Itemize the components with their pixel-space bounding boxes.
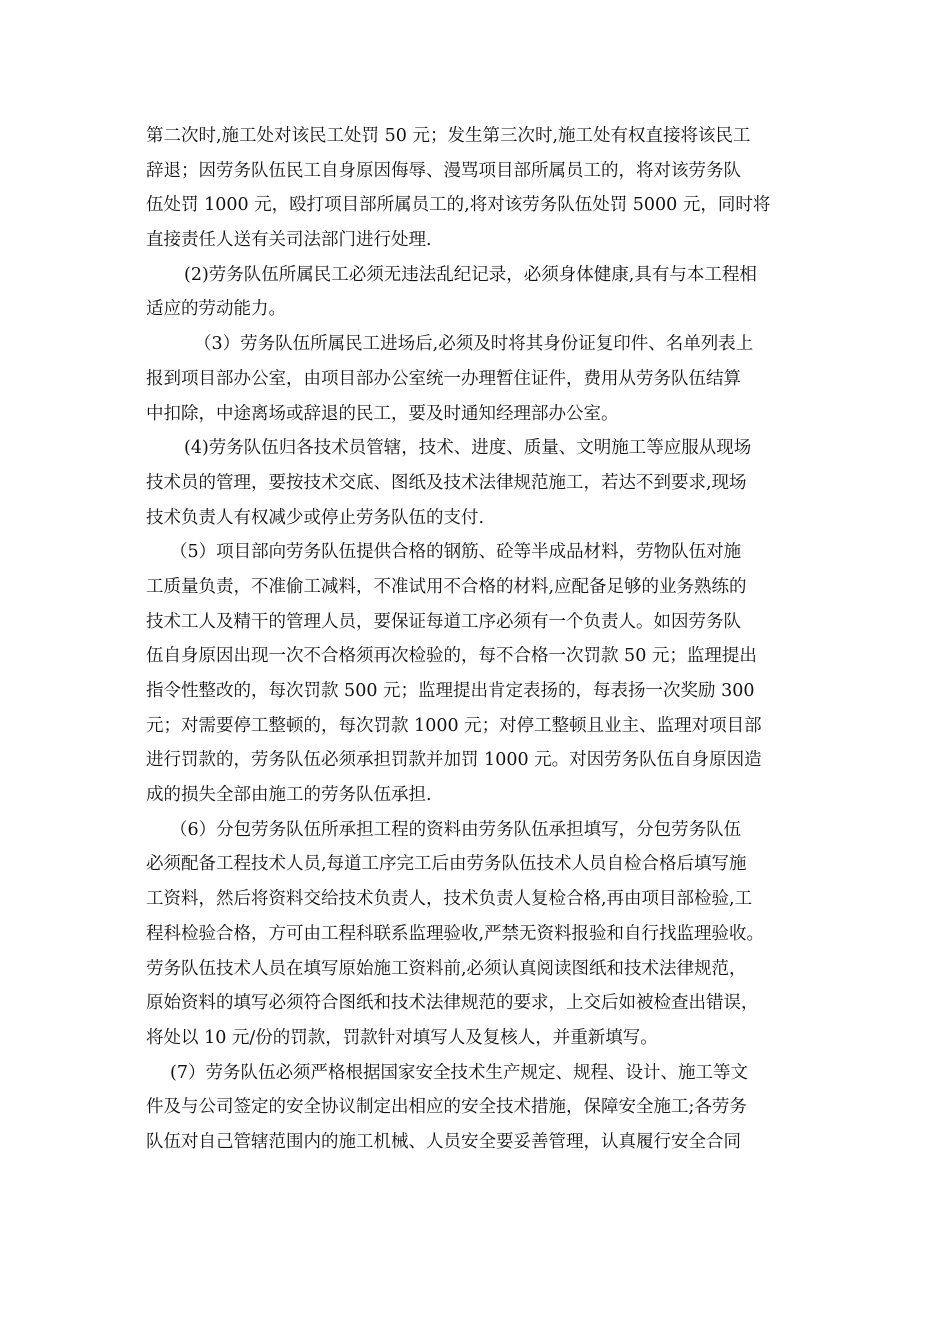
text-line: 伍自身原因出现一次不合格须再次检验的，每不合格一次罚款 50 元；监理提出 [146,646,757,667]
text-line: 原始资料的填写必须符合图纸和技术法律规范的要求，上交后如被检查出错误， [146,993,759,1014]
paragraph-2-first-line: (2)劳务队伍所属民工必须无违法乱纪记录，必须身体健康,具有与本工程相 [184,264,757,285]
text-line: 工质量负责，不准偷工减料，不准试用不合格的材料,应配备足够的业务熟练的 [146,576,747,597]
text-line: 第二次时,施工处对该民工处罚 50 元；发生第三次时,施工处有权直接将该民工 [146,126,751,146]
text-line: 技术工人及精干的管理人员，要保证每道工序必须有一个负责人。如因劳务队 [146,611,741,632]
text-line: 劳务队伍技术人员在填写原始施工资料前,必须认真阅读图纸和技术法律规范， [146,958,747,979]
text-line: 中扣除，中途离场或辞退的民工，要及时通知经理部办公室。 [146,403,619,424]
text-line: 件及与公司签定的安全协议制定出相应的安全技术措施，保障安全施工;各劳务 [146,1097,747,1118]
text-line: 辞退；因劳务队伍民工自身原因侮辱、漫骂项目部所属员工的，将对该劳务队 [146,160,741,181]
text-line: 程科检验合格，方可由工程科联系监理验收,严禁无资料报验和自行找监理验收。 [146,923,765,944]
text-line: 进行罚款的，劳务队伍必须承担罚款并加罚 1000 元。对因劳务队伍自身原因造 [146,750,762,771]
paragraph-4-first-line: (4)劳务队伍归各技术员管辖，技术、进度、质量、文明施工等应服从现场 [184,438,752,459]
text-line: 成的损失全部由施工的劳务队伍承担. [146,785,432,806]
text-line: 必须配备工程技术人员,每道工序完工后由劳务队伍技术人员自检合格后填写施 [146,854,747,875]
text-line: 伍处罚 1000 元，殴打项目部所属员工的,将对该劳务队伍处罚 5000 元，同时将 [146,195,771,216]
paragraph-5-first-line: （5）项目部向劳务队伍提供合格的钢筋、砼等半成品材料，劳物队伍对施 [170,542,742,563]
paragraph-7-first-line: (7）劳务队伍必须严格根据国家安全技术生产规定、规程、设计、施工等文 [170,1062,748,1083]
text-line: 直接责任人送有关司法部门进行处理. [146,230,432,251]
text-line: 工资料，然后将资料交给技术负责人，技术负责人复检合格,再由项目部检验,工 [146,889,753,910]
text-line: 将处以 10 元/份的罚款，罚款针对填写人及复核人，并重新填写。 [146,1027,658,1048]
text-line: 适应的劳动能力。 [146,299,286,320]
text-line: 技术负责人有权减少或停止劳务队伍的支付. [146,507,485,528]
paragraph-3-first-line: （3）劳务队伍所属民工进场后,必须及时将其身份证复印件、名单列表上 [194,334,754,355]
document-body [146,119,806,1160]
paragraph-6-first-line: （6）分包劳务队伍所承担工程的资料由劳务队伍承担填写，分包劳务队伍 [170,819,742,840]
text-line: 技术员的管理，要按技术交底、图纸及技术法律规范施工，若达不到要求,现场 [146,472,747,493]
text-line: 报到项目部办公室，由项目部办公室统一办理暂住证件，费用从劳务队伍结算 [146,368,741,389]
text-line: 指令性整改的，每次罚款 500 元；监理提出肯定表扬的，每表扬一次奖励 300 [146,681,755,701]
text-line: 队伍对自己管辖范围内的施工机械、人员安全要妥善管理，认真履行安全合同 [146,1131,741,1152]
text-line: 元；对需要停工整顿的，每次罚款 1000 元；对停工整顿且业主、监理对项目部 [146,715,762,736]
